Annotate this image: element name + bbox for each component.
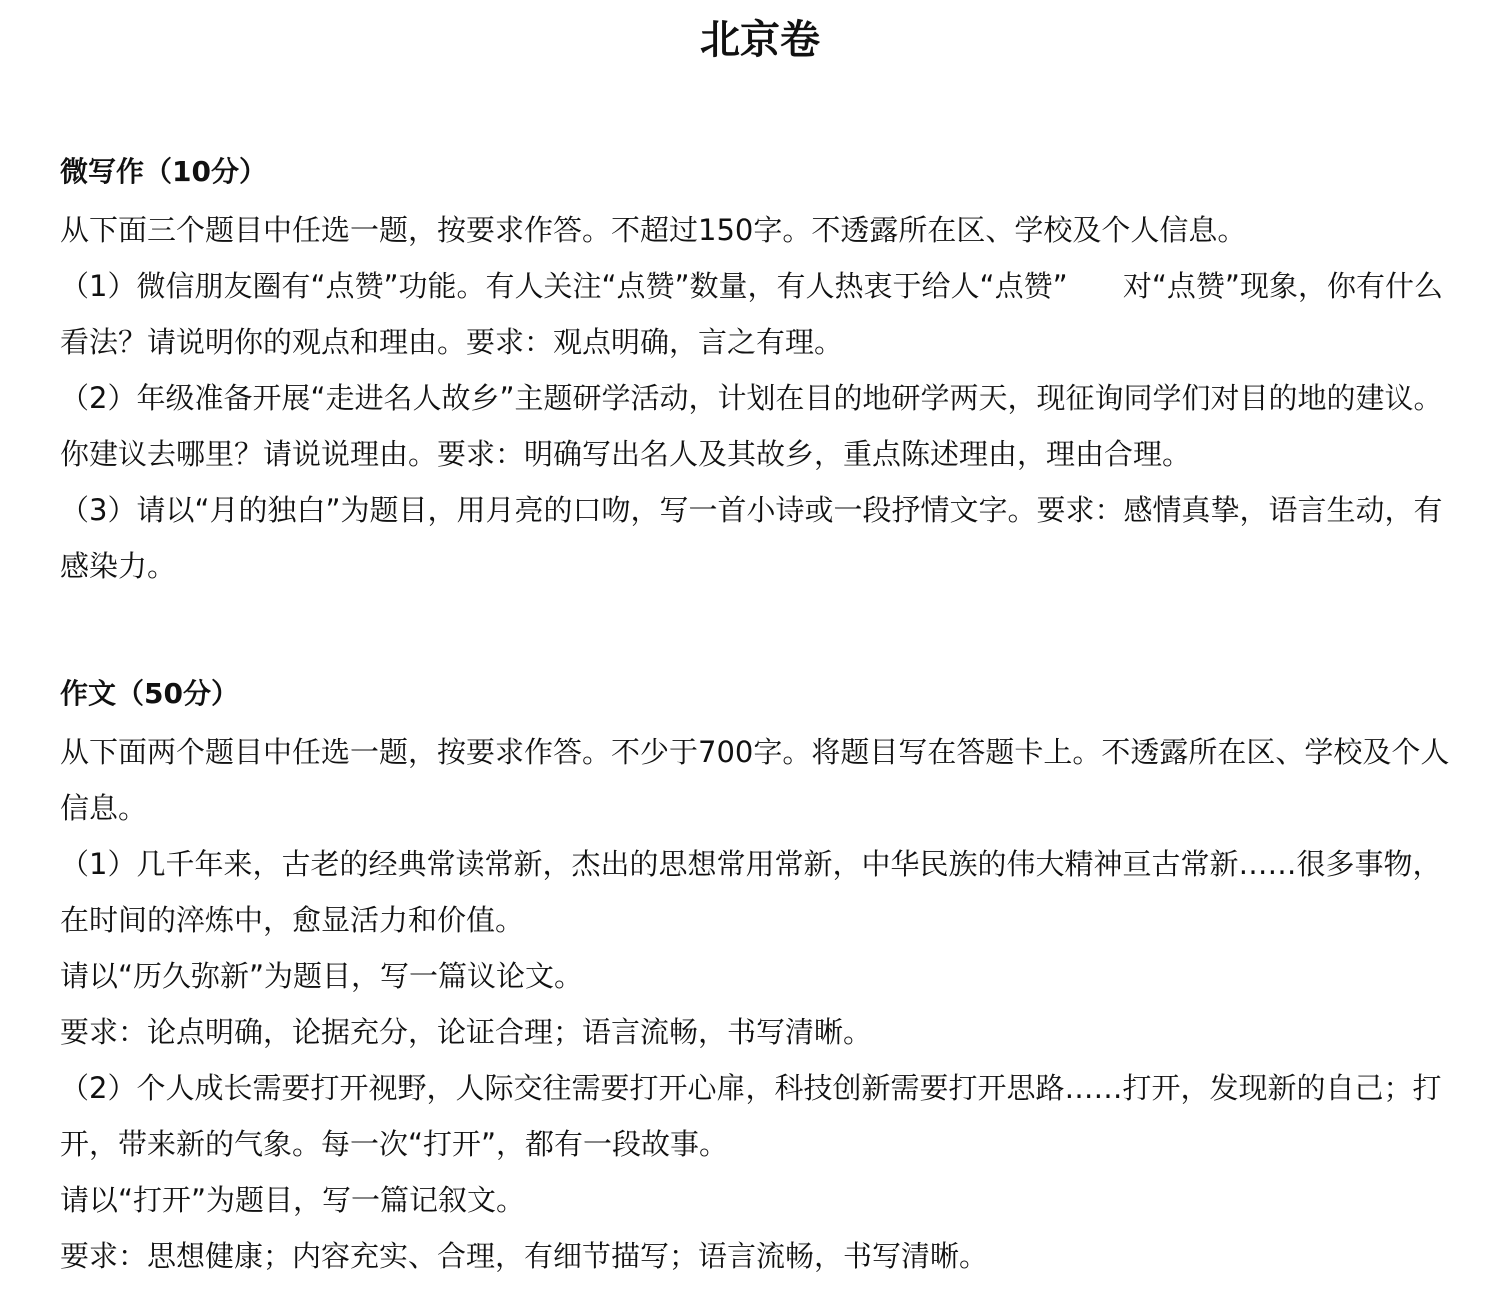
micro-writing-section	[60, 146, 1460, 594]
micro-writing-instruction: 从下面三个题目中任选一题，按要求作答。不超过150字。不透露所在区、学校及个人信息。	[60, 213, 1247, 247]
micro-writing-item-3: （3）请以“月的独白”为题目，用月亮的口吻，写一首小诗或一段抒情文字。要求：感情真挚，语言生动，有感染力。	[60, 493, 1443, 583]
micro-writing-item-1: （1）微信朋友圈有“点赞”功能。有人关注“点赞”数量，有人热衷于给人“点赞” 对“点赞”现象，你有什么看法？请说明你的观点和理由。要求：观点明确，言之有理。	[60, 269, 1443, 359]
essay-item-1-requirement: 要求：论点明确，论据充分，论证合理；语言流畅，书写清晰。	[60, 1015, 873, 1049]
essay-instruction: 从下面两个题目中任选一题，按要求作答。不少于700字。将题目写在答题卡上。不透露所在区、学校及个人信息。	[60, 735, 1450, 825]
essay-section	[60, 668, 1460, 1284]
micro-writing-heading: 微写作（10分）	[60, 155, 267, 188]
essay-item-2-requirement: 要求：思想健康；内容充实、合理，有细节描写；语言流畅，书写清晰。	[60, 1239, 989, 1273]
essay-item-1-task: 请以“历久弥新”为题目，写一篇议论文。	[60, 959, 584, 993]
essay-heading: 作文（50分）	[60, 677, 239, 710]
essay-item-2-prompt: （2）个人成长需要打开视野，人际交往需要打开心扉，科技创新需要打开思路……打开，发现新的自己；打开，带来新的气象。每一次“打开”，都有一段故事。	[60, 1071, 1442, 1161]
micro-writing-item-2: （2）年级准备开展“走进名人故乡”主题研学活动，计划在目的地研学两天，现征询同学们对目的地的建议。你建议去哪里？请说说理由。要求：明确写出名人及其故乡，重点陈述理由，理由合理。	[60, 381, 1443, 471]
essay-item-2-task: 请以“打开”为题目，写一篇记叙文。	[60, 1183, 526, 1217]
page-title: 北京卷	[700, 17, 820, 63]
essay-item-1-prompt: （1）几千年来，古老的经典常读常新，杰出的思想常用常新，中华民族的伟大精神亘古常新……很多事物，在时间的淬炼中，愈显活力和价值。	[60, 847, 1442, 937]
